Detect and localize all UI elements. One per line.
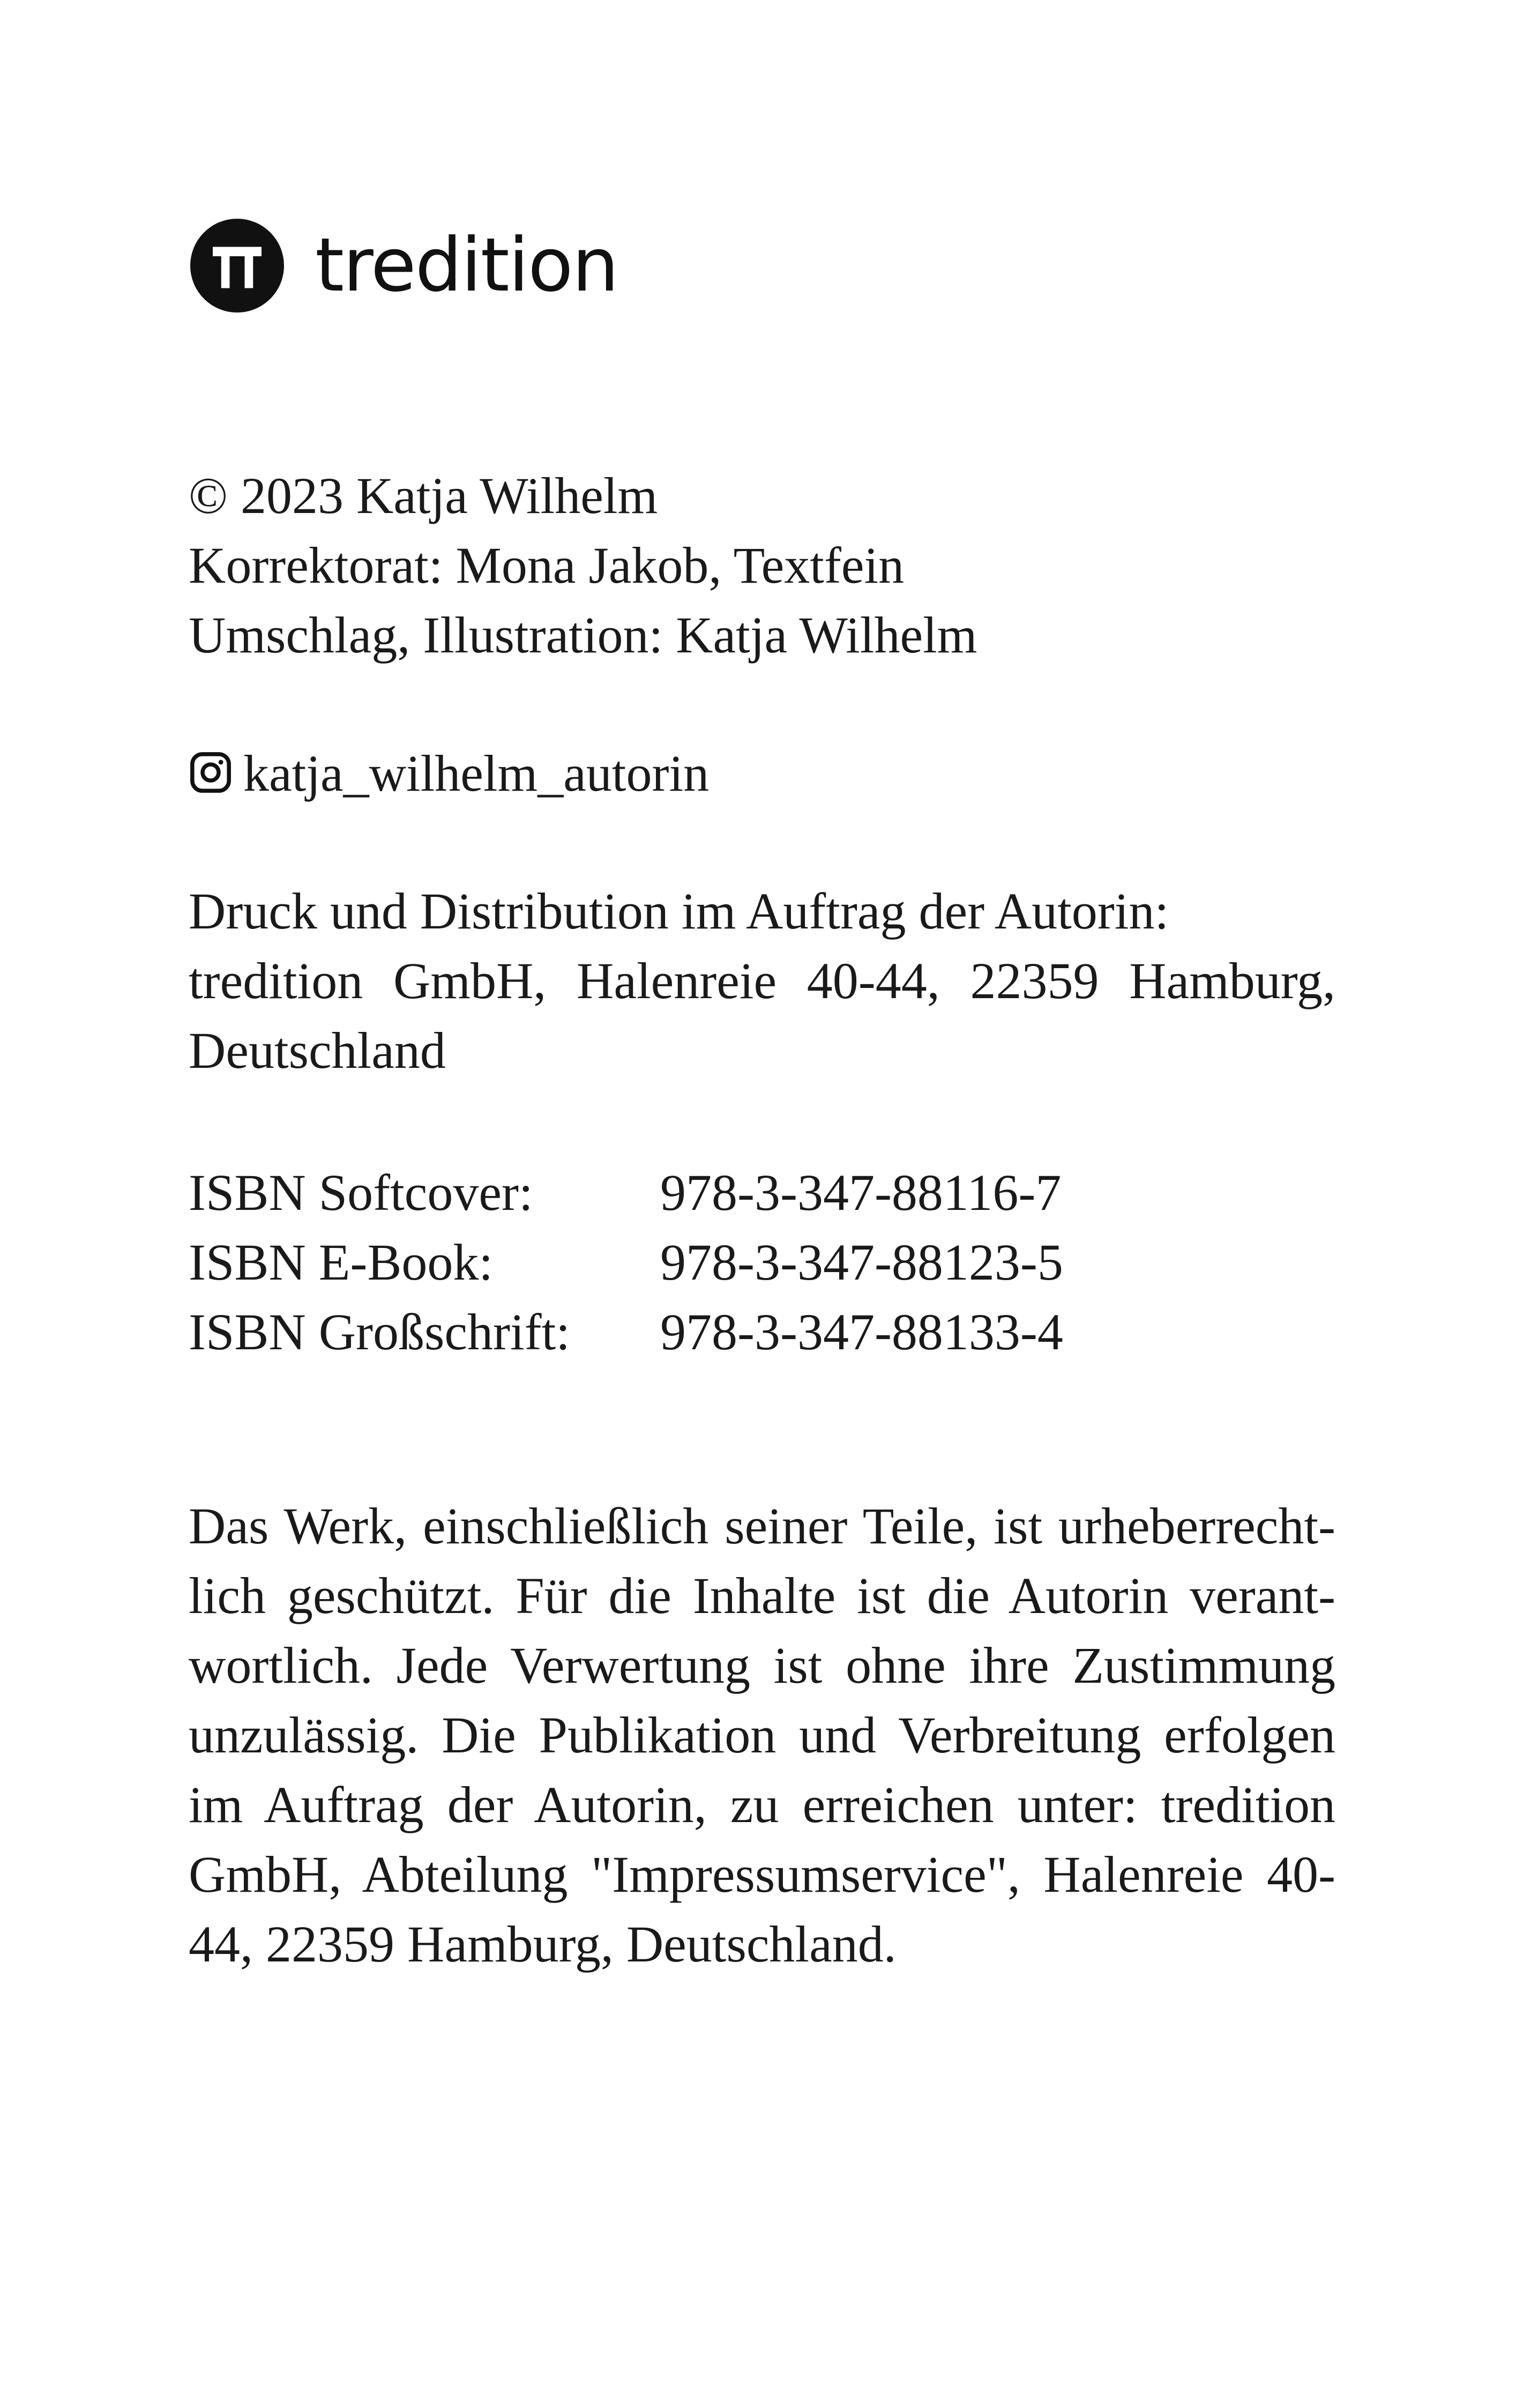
legal-line: wortlich. Jede Verwertung ist ohne ihre Zustimmung (189, 1637, 1335, 1694)
cover-illustration-line: Umschlag, Illustration: Katja Wilhelm (189, 606, 977, 664)
isbn-value: 978-3-347-88123-5 (660, 1233, 1063, 1291)
legal-line: Das Werk, einschließlich seiner Teile, ist urheberrecht- (189, 1497, 1335, 1555)
isbn-row (189, 1297, 1335, 1367)
legal-line: im Auftrag der Autorin, zu erreichen unter: tredition (189, 1776, 1335, 1833)
isbn-label: ISBN Großschrift: (189, 1303, 570, 1361)
isbn-value: 978-3-347-88116-7 (660, 1164, 1062, 1221)
isbn-value: 978-3-347-88133-4 (660, 1303, 1063, 1361)
isbn-label: ISBN Softcover: (189, 1164, 533, 1221)
copyright-line: © 2023 Katja Wilhelm (189, 467, 658, 524)
credits-block (189, 461, 1335, 670)
social-handle (189, 739, 1335, 808)
printing-line: tredition GmbH, Halenreie 40-44, 22359 Hamburg, (189, 952, 1335, 1009)
proofreading-line: Korrektorat: Mona Jakob, Textfein (189, 537, 905, 594)
legal-line: 44, 22359 Hamburg, Deutschland. (189, 1915, 897, 1973)
instagram-icon (189, 750, 233, 794)
tredition-logo-icon (190, 219, 284, 313)
isbn-row (189, 1158, 1335, 1228)
legal-line: GmbH, Abteilung "Impressumservice", Halenreie 40- (189, 1846, 1335, 1903)
isbn-row (189, 1228, 1335, 1297)
legal-line: lich geschützt. Für die Inhalte ist die Autorin verant- (189, 1567, 1335, 1624)
legal-notice (189, 1491, 1335, 1979)
printing-line: Druck und Distribution im Auftrag der Autorin: (189, 882, 1169, 940)
instagram-handle: katja_wilhelm_autorin (243, 745, 710, 802)
printing-block (189, 876, 1335, 1086)
isbn-label: ISBN E-Book: (189, 1233, 494, 1291)
printing-line: Deutschland (189, 1022, 446, 1079)
publisher-logo (190, 217, 618, 314)
publisher-wordmark: tredition (315, 222, 618, 308)
isbn-table (189, 1158, 1335, 1367)
legal-line: unzulässig. Die Publikation und Verbreitung erfolgen (189, 1706, 1335, 1764)
